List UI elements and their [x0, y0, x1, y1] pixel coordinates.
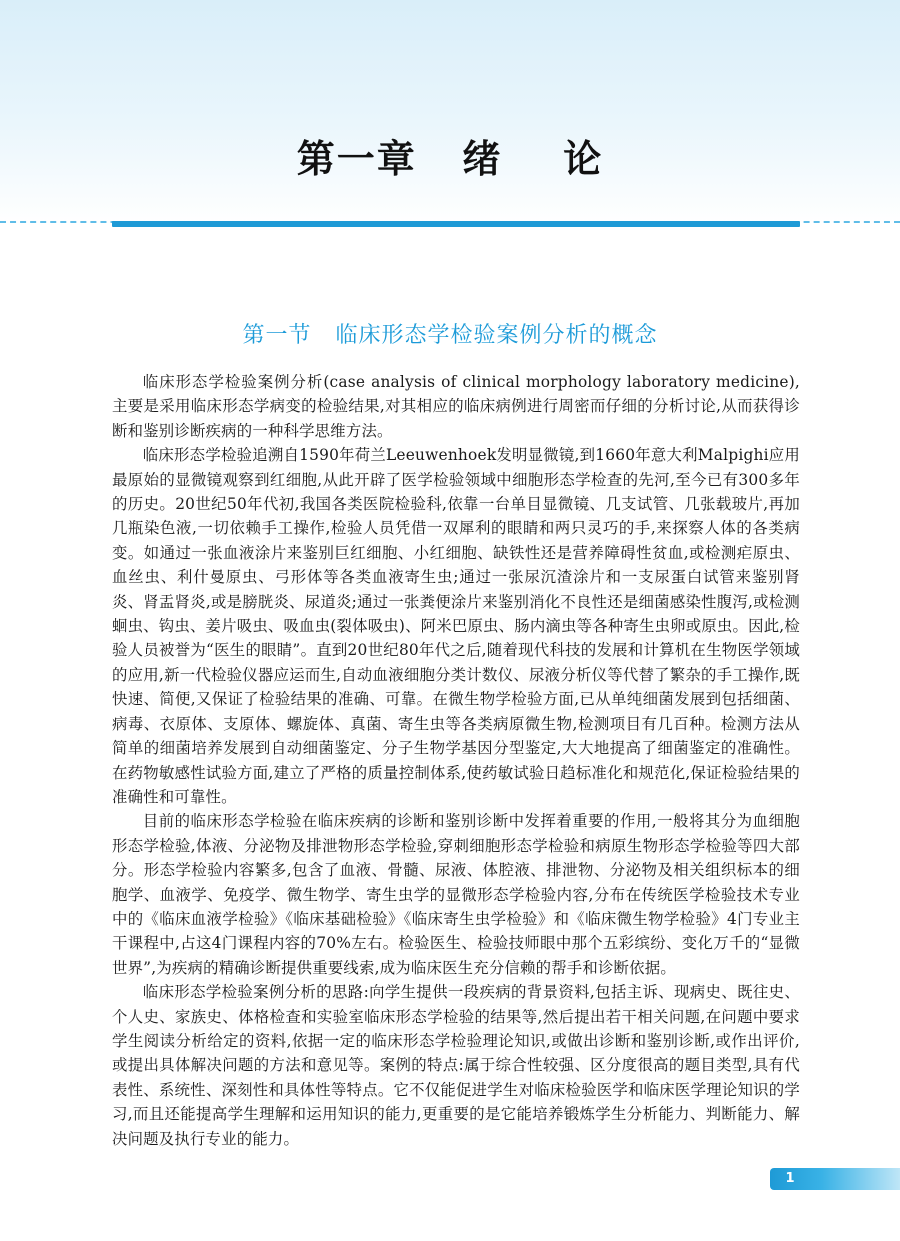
page-number-tab — [770, 1168, 900, 1190]
body-text — [112, 370, 800, 1151]
section-title: 第一节 临床形态学检验案例分析的概念 — [242, 323, 658, 348]
paragraph: 临床形态学检验案例分析(case analysis of clinical morphology laboratory medicine),主要是采用临床形态学病变的检验结果,对其相应的临床病例进行周密而仔细的分析讨论,从而获得诊断和鉴别诊断疾病的一种科学思维方法。 — [112, 373, 800, 440]
paragraph: 目前的临床形态学检验在临床疾病的诊断和鉴别诊断中发挥着重要的作用,一般将其分为血细胞形态学检验,体液、分泌物及排泄物形态学检验,穿刺细胞形态学检验和病原生物形态学检验等四大部分。形态学检验内容繁多,包含了血液、骨髓、尿液、体腔液、排泄物、分泌物及相关组织标本的细胞学、血液学、免疫学、微生物学、寄生虫学的显微形态学检验内容,分布在传统医学检验技术专业中的《临床血液学检验》《临床基础检验》《临床寄生虫学检验》和《临床微生物学检验》4门专业主干课程中,占这4门课程内容的70%左右。检验医生、检验技师眼中那个五彩缤纷、变化万千的“显微世界”,为疾病的精确诊断提供重要线索,成为临床医生充分信赖的帮手和诊断依据。 — [112, 812, 800, 977]
page-number: 1 — [785, 1171, 795, 1186]
paragraph: 临床形态学检验追溯自1590年荷兰Leeuwenhoek发明显微镜,到1660年意大利Malpighi应用最原始的显微镜观察到红细胞,从此开辟了医学检验领域中细胞形态学检查的先河,至今已有300多年的历史。20世纪50年代初,我国各类医院检验科,依靠一台单目显微镜、几支试管、几张载玻片,再加几瓶染色液,一切依赖手工操作,检验人员凭借一双犀利的眼睛和两只灵巧的手,来探察人体的各类病变。如通过一张血液涂片来鉴别巨红细胞、小红细胞、缺铁性还是营养障碍性贫血,或检测疟原虫、血丝虫、利什曼原虫、弓形体等各类血液寄生虫;通过一张尿沉渣涂片和一支尿蛋白试管来鉴别肾炎、肾盂肾炎,或是膀胱炎、尿道炎;通过一张粪便涂片来鉴别消化不良性还是细菌感染性腹泻,或检测蛔虫、钩虫、姜片吸虫、吸血虫(裂体吸虫)、阿米巴原虫、肠内滴虫等各种寄生虫卵或原虫。因此,检验人员被誉为“医生的眼睛”。直到20世纪80年代之后,随着现代科技的发展和计算机在生物医学领域的应用,新一代检验仪器应运而生,自动血液细胞分类计数仪、尿液分析仪等代替了繁杂的手工操作,既快速、简便,又保证了检验结果的准确、可靠。在微生物学检验方面,已从单纯细菌发展到包括细菌、病毒、衣原体、支原体、螺旋体、真菌、寄生虫等各类病原微生物,检测项目有几百种。检测方法从简单的细菌培养发展到自动细菌鉴定、分子生物学基因分型鉴定,大大地提高了细菌鉴定的准确性。在药物敏感性试验方面,建立了严格的质量控制体系,使药敏试验日趋标准化和规范化,保证检验结果的准确性和可靠性。 — [112, 446, 800, 806]
paragraph: 临床形态学检验案例分析的思路:向学生提供一段疾病的背景资料,包括主诉、现病史、既往史、个人史、家族史、体格检查和实验室临床形态学检验的结果等,然后提出若干相关问题,在问题中要求学生阅读分析给定的资料,依据一定的临床形态学检验理论知识,或做出诊断和鉴别诊断,或作出评价,或提出具体解决问题的方法和意见等。案例的特点:属于综合性较强、区分度很高的题目类型,具有代表性、系统性、深刻性和具体性等特点。它不仅能促进学生对临床检验医学和临床医学理论知识的学习,而且还能提高学生理解和运用知识的能力,更重要的是它能培养锻炼学生分析能力、判断能力、解决问题及执行专业的能力。 — [112, 983, 800, 1148]
chapter-title: 第一章 绪 论 — [296, 137, 604, 181]
header-band — [0, 0, 900, 225]
chapter-underline-bar — [112, 221, 800, 227]
